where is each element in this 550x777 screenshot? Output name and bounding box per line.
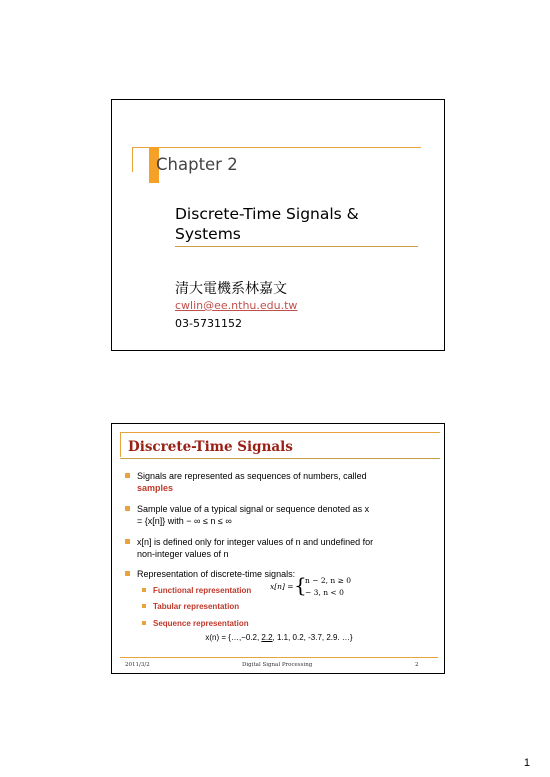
title-slide: [111, 99, 445, 351]
sub-bullet-text: Tabular representation: [153, 602, 240, 611]
sequence-origin-sample: 2.2: [261, 633, 273, 642]
bullet-defined: [137, 536, 437, 560]
formula-case-2: − 3, n < 0: [305, 588, 344, 597]
page-number: 1: [523, 757, 530, 769]
content-slide: [111, 423, 445, 674]
formula-lhs: x[n] =: [270, 582, 294, 591]
author-phone: 03-5731152: [175, 317, 242, 330]
sub-bullet-functional: [153, 585, 251, 596]
top-rule: [132, 147, 421, 148]
bullet-square-icon: [125, 539, 130, 544]
author-name: 清大電機系林嘉文: [175, 281, 287, 297]
sequence-prefix: x(n) = {…,−0.2,: [205, 633, 262, 642]
bullet-samples: [137, 470, 437, 494]
slide-heading: Discrete-Time Signals: [128, 439, 293, 455]
footer-title: Digital Signal Processing: [242, 662, 313, 668]
bullet-text: Sample value of a typical signal or sequence denoted as x: [137, 504, 370, 514]
bullet-square-icon: [125, 506, 130, 511]
sequence-suffix: , 1.1, 0.2, -3.7, 2.9. …}: [272, 633, 353, 642]
footer-rule: [120, 657, 438, 658]
sub-bullet-text: Sequence representation: [153, 619, 249, 628]
bullet-square-icon: [142, 588, 146, 592]
bullet-square-icon: [142, 621, 146, 625]
bullet-sample-value: [137, 503, 437, 527]
bullet-text: Signals are represented as sequences of numbers, called: [137, 471, 367, 481]
brace-icon: {: [294, 573, 307, 597]
bullet-square-icon: [125, 473, 130, 478]
heading-rule: [120, 458, 440, 459]
bullet-text: non-integer values of n: [137, 549, 229, 559]
bullet-emphasis: samples: [137, 483, 174, 493]
title-rule: [175, 246, 418, 247]
sub-bullet-sequence: [153, 618, 249, 629]
bullet-square-icon: [125, 571, 130, 576]
bullet-square-icon: [142, 604, 146, 608]
left-rule: [120, 432, 121, 457]
sub-bullet-tabular: [153, 601, 239, 612]
sequence-example: [112, 633, 446, 642]
bullet-representation: [137, 568, 437, 580]
bullet-text: = {x[n]} with − ∞ ≤ n ≤ ∞: [137, 516, 232, 526]
bullet-text: Representation of discrete-time signals:: [137, 569, 296, 579]
top-rule: [120, 432, 440, 433]
bullet-text: x[n] is defined only for integer values of n and undefined for: [137, 537, 374, 547]
footer-date: 2011/3/2: [125, 662, 150, 668]
footer-page: 2: [415, 662, 419, 668]
author-email-link[interactable]: cwlin@ee.nthu.edu.tw: [175, 299, 298, 312]
left-rule: [132, 147, 133, 172]
slide-title: Discrete-Time Signals & Systems: [175, 205, 359, 243]
sub-bullet-text: Functional representation: [153, 586, 252, 595]
chapter-label: Chapter 2: [156, 155, 238, 174]
formula-case-1: n − 2, n ≥ 0: [305, 576, 352, 585]
